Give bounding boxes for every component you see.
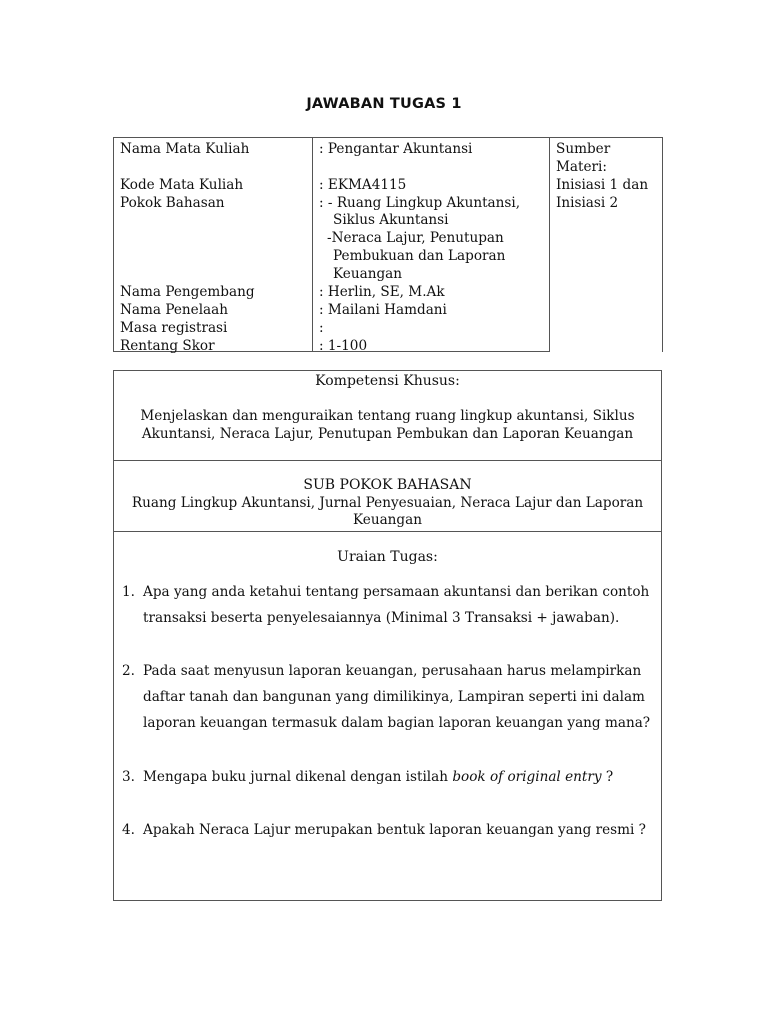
value-kode: : EKMA4115 (319, 177, 407, 193)
sumber-line4: Inisiasi 2 (556, 195, 619, 211)
uraian-heading (114, 549, 661, 565)
uraian-heading-colon: : (433, 549, 438, 565)
sub-pokok-line1: Ruang Lingkup Akuntansi, Jurnal Penyesuaian, Neraca Lajur dan Laporan (131, 495, 644, 511)
item-line: Apa yang anda ketahui tentang persamaan akuntansi dan berikan contoh (143, 584, 650, 600)
value-pokok-line2: Siklus Akuntansi (333, 212, 449, 228)
item-text (143, 658, 651, 736)
kompetensi-body (114, 407, 661, 443)
item-text (143, 579, 651, 631)
label-rentang-skor: Rentang Skor (120, 338, 215, 354)
uraian-section (114, 531, 661, 901)
label-pokok-bahasan: Pokok Bahasan (120, 195, 225, 211)
uraian-heading-text: Uraian Tugas (337, 549, 434, 565)
item-line: daftar tanah dan bangunan yang dimilikinya, Lampiran seperti ini dalam (143, 689, 645, 705)
table-border-right (662, 138, 663, 352)
label-mata-kuliah: Nama Mata Kuliah (120, 141, 250, 157)
item-text-after: ? (601, 769, 614, 785)
value-masa-registrasi: : (319, 320, 324, 336)
sub-pokok-heading: SUB POKOK BAHASAN (303, 477, 472, 493)
value-pengembang: : Herlin, SE, M.Ak (319, 284, 445, 300)
item-line: transaksi beserta penyelesaiannya (Minimal 3 Transaksi + jawaban). (143, 610, 620, 626)
item-text (143, 817, 651, 843)
table-divider-1 (312, 138, 313, 352)
label-masa-registrasi: Masa registrasi (120, 320, 228, 336)
sub-pokok-line2: Keuangan (352, 512, 422, 528)
value-rentang-skor: : 1-100 (319, 338, 368, 354)
value-penelaah: : Mailani Hamdani (319, 302, 447, 318)
value-pokok-line1: : - Ruang Lingkup Akuntansi, (319, 195, 521, 211)
task-box (113, 370, 662, 901)
item-line: Pada saat menyusun laporan keuangan, perusahaan harus melampirkan (143, 663, 642, 679)
item-text (143, 764, 651, 790)
kompetensi-heading-text: Kompetensi Khusus (315, 373, 456, 389)
kompetensi-heading-colon: : (455, 373, 460, 389)
kompetensi-line1: Menjelaskan dan menguraikan tentang ruang lingkup akuntansi, Siklus (140, 408, 635, 424)
item-number: 3. (122, 769, 135, 785)
item-line: Apakah Neraca Lajur merupakan bentuk laporan keuangan yang resmi ? (143, 822, 646, 838)
value-pokok-line5: Keuangan (333, 266, 403, 282)
item-line: laporan keuangan termasuk dalam bagian laporan keuangan yang mana? (143, 715, 651, 731)
value-pokok-line3: -Neraca Lajur, Penutupan (327, 230, 504, 246)
kompetensi-line2: Akuntansi, Neraca Lajur, Penutupan Pembukan dan Laporan Keuangan (141, 426, 634, 442)
label-kode: Kode Mata Kuliah (120, 177, 244, 193)
sumber-line2: Materi: (556, 159, 607, 175)
value-pokok-line4: Pembukuan dan Laporan (333, 248, 506, 264)
table-border-left (113, 138, 114, 352)
sumber-line3: Inisiasi 1 dan (556, 177, 649, 193)
item-number: 4. (122, 822, 135, 838)
item-text-italic: book of original entry (452, 769, 602, 785)
sub-pokok-section (114, 460, 661, 532)
item-number: 2. (122, 663, 135, 679)
value-mata-kuliah: : Pengantar Akuntansi (319, 141, 473, 157)
table-divider-2 (549, 138, 550, 352)
course-info-table (113, 137, 663, 352)
sub-pokok-body (114, 495, 661, 529)
kompetensi-heading (114, 373, 661, 389)
document-title: JAWABAN TUGAS 1 (306, 96, 462, 112)
kompetensi-section (114, 371, 661, 461)
label-penelaah: Nama Penelaah (120, 302, 229, 318)
item-number: 1. (122, 584, 135, 600)
label-pengembang: Nama Pengembang (120, 284, 255, 300)
item-text-before: Mengapa buku jurnal dikenal dengan istilah (143, 769, 453, 785)
sumber-line1: Sumber (556, 141, 611, 157)
